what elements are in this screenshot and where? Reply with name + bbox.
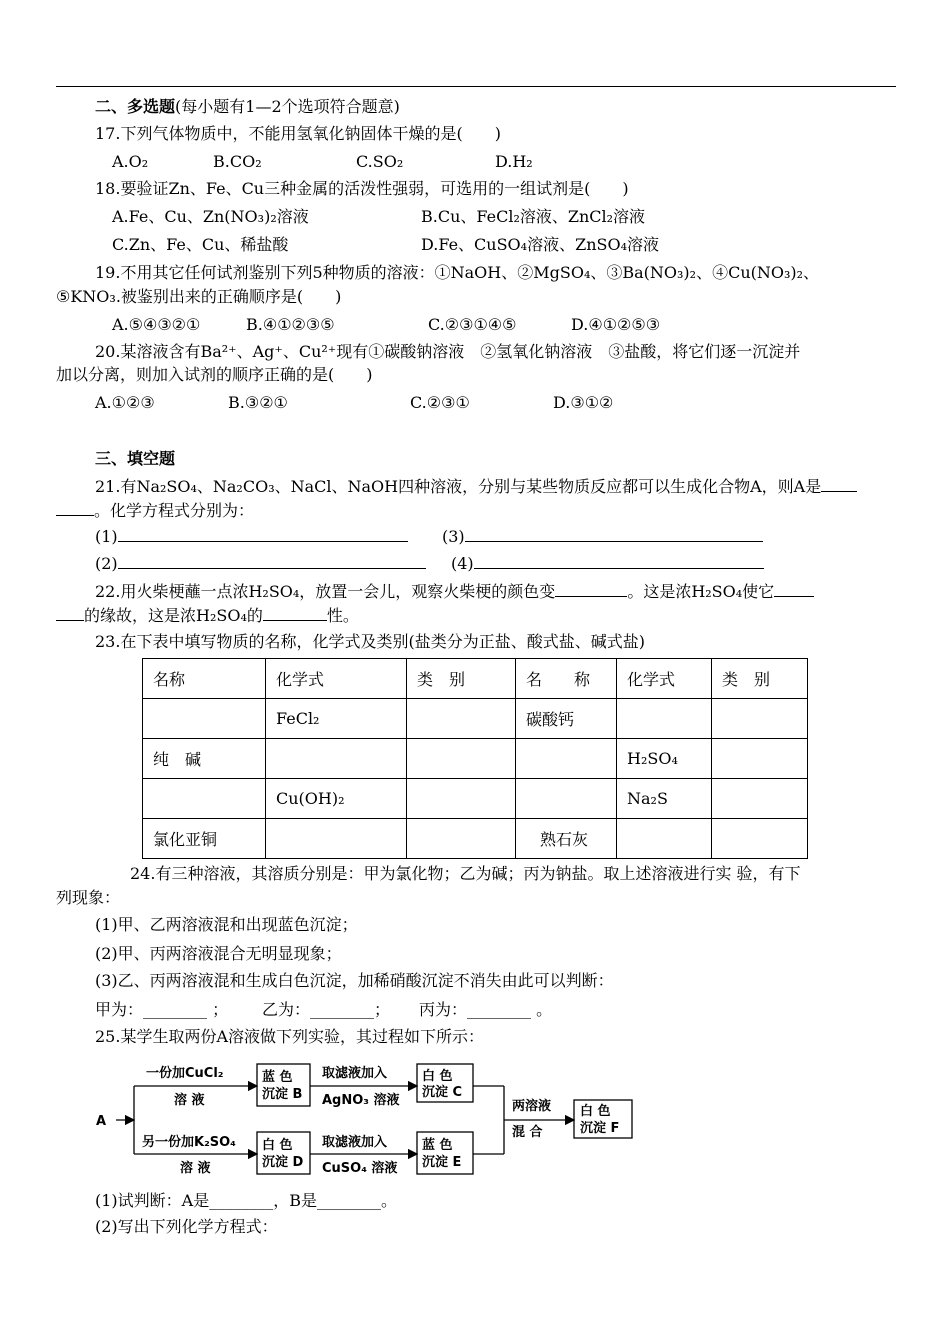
section-3-heading: 三、填空题 xyxy=(95,449,176,468)
q20-option-d: D.③①② xyxy=(553,393,614,412)
box-e-line1: 蓝 色 xyxy=(422,1138,453,1153)
q19-option-a: A.⑤④③②① xyxy=(112,315,201,334)
box-f-line2: 沉淀 F xyxy=(580,1121,620,1136)
table-cell[interactable] xyxy=(143,779,266,819)
table-cell[interactable] xyxy=(712,739,808,779)
section-2-title xyxy=(95,96,400,118)
q21-eq3-label: (3) xyxy=(442,527,465,546)
q21-eq2-label: (2) xyxy=(95,554,118,573)
q20-option-a: A.①②③ xyxy=(95,393,155,412)
label-top-1: 一份加CuCl₂ xyxy=(146,1066,224,1081)
q21-eq3-blank[interactable] xyxy=(465,525,763,542)
table-cell: 名 称 xyxy=(516,659,617,699)
q24-answer-yi[interactable]: 乙为：________； xyxy=(262,1000,391,1019)
q22-line2b: 性。 xyxy=(326,606,359,625)
label-a: A xyxy=(96,1114,107,1129)
table-cell[interactable] xyxy=(407,819,516,859)
table-cell: 纯 碱 xyxy=(143,739,266,779)
q24-answer-bing[interactable]: 丙为：________ 。 xyxy=(419,1000,553,1019)
table-row xyxy=(143,739,808,779)
table-cell: Cu(OH)₂ xyxy=(266,779,407,819)
q17-option-a: A.O₂ xyxy=(112,152,149,171)
table-cell[interactable] xyxy=(516,779,617,819)
box-b-line2: 沉淀 B xyxy=(262,1087,303,1102)
q17-stem: 17.下列气体物质中，不能用氢氧化钠固体干燥的是( ) xyxy=(95,124,501,143)
table-cell: Na₂S xyxy=(617,779,712,819)
q19-line2: ⑤KNO₃.被鉴别出来的正确顺序是( ) xyxy=(56,287,342,306)
box-b-line1: 蓝 色 xyxy=(262,1070,293,1085)
q21-eq1-blank[interactable] xyxy=(118,525,408,542)
q22-line1b: 。这是浓H₂SO₄使它 xyxy=(627,582,775,601)
table-cell[interactable] xyxy=(407,739,516,779)
label-mid-bottom-1: 取滤液加入 xyxy=(322,1135,388,1150)
section-2-note: (每小题有1—2个选项符合题意) xyxy=(175,97,400,116)
q21-line1: 21.有Na₂SO₄、Na₂CO₃、NaCl、NaOH四种溶液，分别与某些物质反应都可以生成化合物A，则A是 xyxy=(95,477,822,496)
box-c-line1: 白 色 xyxy=(422,1069,453,1084)
table-cell[interactable] xyxy=(516,739,617,779)
box-f-line1: 白 色 xyxy=(580,1104,611,1119)
table-cell: 氯化亚铜 xyxy=(143,819,266,859)
q18-option-d: D.Fe、CuSO₄溶液、ZnSO₄溶液 xyxy=(421,235,659,254)
table-cell[interactable] xyxy=(407,779,516,819)
table-cell: 碳酸钙 xyxy=(516,699,617,739)
q22-line1 xyxy=(95,580,814,603)
table-header-row xyxy=(143,659,808,699)
table-cell: 类 别 xyxy=(712,659,808,699)
q22-blank-cause-b[interactable] xyxy=(56,604,84,621)
table-cell[interactable] xyxy=(712,819,808,859)
q21-eq4-blank[interactable] xyxy=(474,552,764,569)
q22-blank-cause-a[interactable] xyxy=(774,580,814,597)
q19-line1: 19.不用其它任何试剂鉴别下列5种物质的溶液：①NaOH、②MgSO₄、③Ba(NO₃)₂、④Cu(NO₃)₂、 xyxy=(95,263,820,282)
q20-line2: 加以分离，则加入试剂的顺序正确的是( ) xyxy=(56,365,373,384)
q21-eq4 xyxy=(451,552,764,575)
top-rule xyxy=(56,86,896,87)
q24-phenomenon-2: (2)甲、丙两溶液混合无明显现象； xyxy=(95,944,342,963)
q22-blank-color[interactable] xyxy=(555,580,627,597)
q17-option-b: B.CO₂ xyxy=(213,152,262,171)
table-cell: H₂SO₄ xyxy=(617,739,712,779)
q21-eq1 xyxy=(95,525,408,548)
q20-option-c: C.②③① xyxy=(410,393,470,412)
q23-stem: 23.在下表中填写物质的名称，化学式及类别(盐类分为正盐、酸式盐、碱式盐) xyxy=(95,632,645,651)
q23-table xyxy=(142,658,808,859)
box-d-line2: 沉淀 D xyxy=(262,1155,304,1170)
q21-answer-blank-b[interactable] xyxy=(56,499,94,516)
table-cell: 名称 xyxy=(143,659,266,699)
section-2-heading: 二、多选题 xyxy=(95,97,176,116)
q20-line1: 20.某溶液含有Ba²⁺、Ag⁺、Cu²⁺现有①碳酸钠溶液 ②氢氧化钠溶液 ③盐酸，将它们逐一沉淀并 xyxy=(95,342,801,361)
table-cell: 化学式 xyxy=(266,659,407,699)
q18-option-c: C.Zn、Fe、Cu、稀盐酸 xyxy=(112,235,289,254)
q21-eq1-label: (1) xyxy=(95,527,118,546)
q25-flow-diagram xyxy=(94,1052,654,1187)
q24-line1: 24.有三种溶液，其溶质分别是：甲为氯化物；乙为碱；丙为钠盐。取上述溶液进行实 验，有下 xyxy=(130,864,801,883)
table-row xyxy=(143,779,808,819)
q24-line2: 列现象： xyxy=(56,888,121,907)
label-mix-1: 两溶液 xyxy=(512,1099,552,1114)
q18-option-a: A.Fe、Cu、Zn(NO₃)₂溶液 xyxy=(112,207,309,226)
q21-answer-blank-a[interactable] xyxy=(821,475,857,492)
table-cell: FeCl₂ xyxy=(266,699,407,739)
table-cell[interactable] xyxy=(266,739,407,779)
box-d-line1: 白 色 xyxy=(262,1138,293,1153)
table-cell[interactable] xyxy=(407,699,516,739)
q25-stem: 25.某学生取两份A溶液做下列实验，其过程如下所示： xyxy=(95,1027,485,1046)
q24-phenomenon-3: (3)乙、丙两溶液混和生成白色沉淀，加稀硝酸沉淀不消失由此可以判断： xyxy=(95,971,614,990)
q17-option-d: D.H₂ xyxy=(495,152,533,171)
table-row xyxy=(143,819,808,859)
table-cell[interactable] xyxy=(712,699,808,739)
q21-line2: 。化学方程式分别为： xyxy=(94,501,255,520)
label-mix-2: 混 合 xyxy=(512,1125,543,1140)
q24-phenomenon-1: (1)甲、乙两溶液混和出现蓝色沉淀； xyxy=(95,915,358,934)
label-mid-bottom-2: CuSO₄ 溶液 xyxy=(322,1161,398,1176)
box-c-line2: 沉淀 C xyxy=(422,1085,463,1100)
table-cell[interactable] xyxy=(143,699,266,739)
q24-answer-jia[interactable]: 甲为：________ ； xyxy=(95,1000,229,1019)
q21-eq2 xyxy=(95,552,426,575)
q22-line2a: 的缘故，这是浓H₂SO₄的 xyxy=(84,606,263,625)
table-cell: 化学式 xyxy=(617,659,712,699)
q21-line1-wrap xyxy=(95,475,857,498)
table-cell[interactable] xyxy=(266,819,407,859)
label-top-2: 溶 液 xyxy=(174,1093,205,1108)
q19-option-d: D.④①②⑤③ xyxy=(571,315,661,334)
q18-stem: 18.要验证Zn、Fe、Cu三种金属的活泼性强弱，可选用的一组试剂是( ) xyxy=(95,179,629,198)
q17-option-c: C.SO₂ xyxy=(356,152,404,171)
table-cell: 类 别 xyxy=(407,659,516,699)
q22-line2 xyxy=(56,604,359,627)
table-row xyxy=(143,699,808,739)
table-cell: 熟石灰 xyxy=(516,819,617,859)
q21-line2-wrap xyxy=(56,499,254,522)
q18-option-b: B.Cu、FeCl₂溶液、ZnCl₂溶液 xyxy=(421,207,646,226)
q21-eq2-blank[interactable] xyxy=(118,552,426,569)
q19-option-c: C.②③①④⑤ xyxy=(428,315,517,334)
q20-option-b: B.③②① xyxy=(228,393,288,412)
q25-part-2: (2)写出下列化学方程式： xyxy=(95,1217,278,1236)
table-cell[interactable] xyxy=(712,779,808,819)
q19-option-b: B.④①②③⑤ xyxy=(246,315,335,334)
box-e-line2: 沉淀 E xyxy=(422,1155,462,1170)
label-bottom-2: 溶 液 xyxy=(180,1161,211,1176)
q21-eq3 xyxy=(442,525,763,548)
q22-line1a: 22.用火柴梗蘸一点浓H₂SO₄，放置一会儿，观察火柴梗的颜色变 xyxy=(95,582,556,601)
q21-eq4-label: (4) xyxy=(451,554,474,573)
q25-part-1: (1)试判断：A是________，B是________。 xyxy=(95,1191,397,1210)
label-mid-top-2: AgNO₃ 溶液 xyxy=(322,1093,400,1108)
label-mid-top-1: 取滤液加入 xyxy=(322,1066,388,1081)
table-cell[interactable] xyxy=(617,699,712,739)
table-cell[interactable] xyxy=(617,819,712,859)
q22-blank-property[interactable] xyxy=(263,604,327,621)
label-bottom-1: 另一份加K₂SO₄ xyxy=(142,1135,236,1150)
